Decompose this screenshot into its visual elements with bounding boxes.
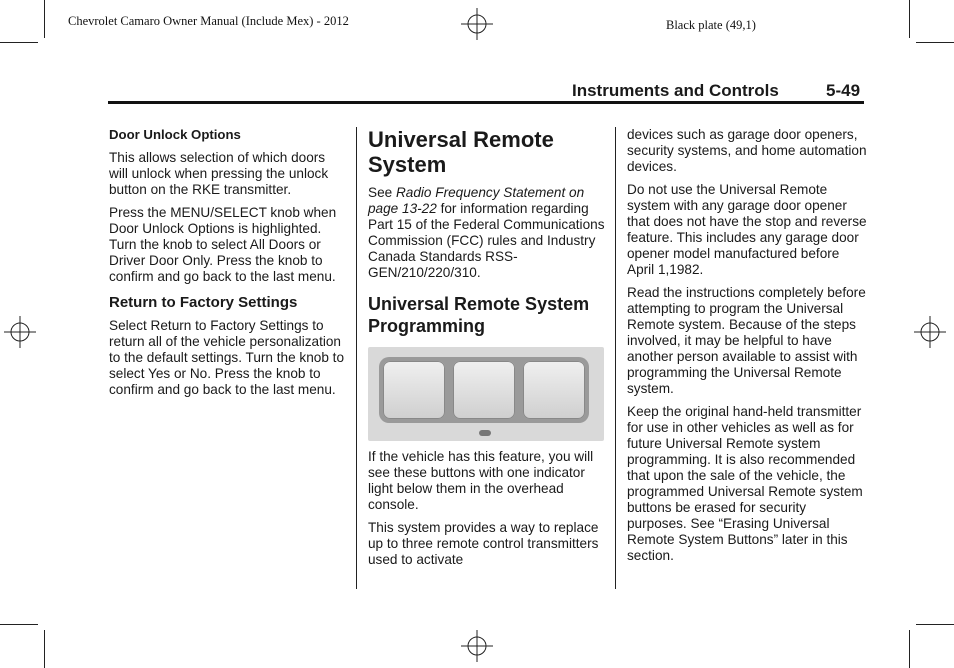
- indicator-light-icon: [479, 430, 491, 436]
- column-right: [627, 127, 867, 571]
- section-title: Instruments and Controls: [572, 81, 779, 100]
- crop-mark: [0, 42, 38, 43]
- registration-mark-icon: [914, 316, 946, 348]
- column-divider: [615, 127, 616, 589]
- page-number: 5-49: [826, 81, 861, 100]
- plate-number: Black plate (49,1): [666, 18, 756, 32]
- crop-mark: [44, 0, 45, 38]
- crop-mark: [916, 624, 954, 625]
- column-left: [109, 127, 347, 405]
- column-middle: [368, 127, 608, 575]
- plate-title: Chevrolet Camaro Owner Manual (Include Mex) - 2012: [68, 14, 349, 28]
- remote-button-3: [523, 361, 585, 419]
- column-divider: [356, 127, 357, 589]
- crop-mark: [909, 630, 910, 668]
- registration-mark-icon: [4, 316, 36, 348]
- registration-mark-icon: [461, 630, 493, 662]
- see-prefix: See: [368, 185, 396, 200]
- paragraph: Select Return to Factory Settings to return all of the vehicle personalization to the default settings. Turn the knob to select Yes or No. Press the knob to confirm and go back to the last menu.: [109, 318, 345, 397]
- paragraph: Keep the original hand-held transmitter for use in other vehicles as well as for future Universal Remote system programming. It is also recommended that upon the sale of the vehicle, the programmed Universal Remote system buttons be erased for security purposes. See “Erasing Universal Remote System Buttons” later in this section.: [627, 404, 863, 563]
- heading-universal-remote-system: Universal Remote System: [368, 127, 554, 177]
- paragraph: Press the MENU/SELECT knob when Door Unlock Options is highlighted. Turn the knob to select All Doors or Driver Door Only. Press the knob to confirm and go back to the last menu.: [109, 205, 337, 284]
- crop-mark: [0, 624, 38, 625]
- paragraph: This system provides a way to replace up to three remote control transmitters used to activate: [368, 520, 599, 567]
- paragraph: devices such as garage door openers, security systems, and home automation devices.: [627, 127, 867, 174]
- crop-mark: [909, 0, 910, 38]
- paragraph: Read the instructions completely before attempting to program the Universal Remote system. Because of the steps involved, it may be helpful to have another person available to assist with programming the Universal Remote system.: [627, 285, 866, 396]
- header-rule: [108, 101, 864, 104]
- paragraph-see-reference: [368, 185, 608, 281]
- registration-mark-icon: [461, 8, 493, 40]
- cross-reference: Radio Frequency Statement on page 13-22: [368, 185, 585, 216]
- crop-mark: [916, 42, 954, 43]
- paragraph: This allows selection of which doors will unlock when pressing the unlock button on the RKE transmitter.: [109, 150, 329, 197]
- remote-button-2: [453, 361, 515, 419]
- paragraph: Do not use the Universal Remote system with any garage door opener that does not have the stop and reverse feature. This includes any garage door opener model manufactured before April 1,1982.: [627, 182, 867, 277]
- paragraph: If the vehicle has this feature, you will see these buttons with one indicator light below them in the overhead console.: [368, 449, 594, 512]
- heading-door-unlock-options: Door Unlock Options: [109, 127, 241, 142]
- crop-mark: [44, 630, 45, 668]
- button-frame: [379, 357, 589, 423]
- remote-button-1: [383, 361, 445, 419]
- heading-return-to-factory-settings: Return to Factory Settings: [109, 294, 298, 311]
- heading-programming: Universal Remote System Programming: [368, 294, 590, 336]
- overhead-console-illustration: [368, 347, 604, 441]
- see-suffix: for information regarding Part 15 of the Federal Communications Commission (FCC) rules and Industry Canada Standards RSS-GEN/210/220/310.: [368, 201, 605, 280]
